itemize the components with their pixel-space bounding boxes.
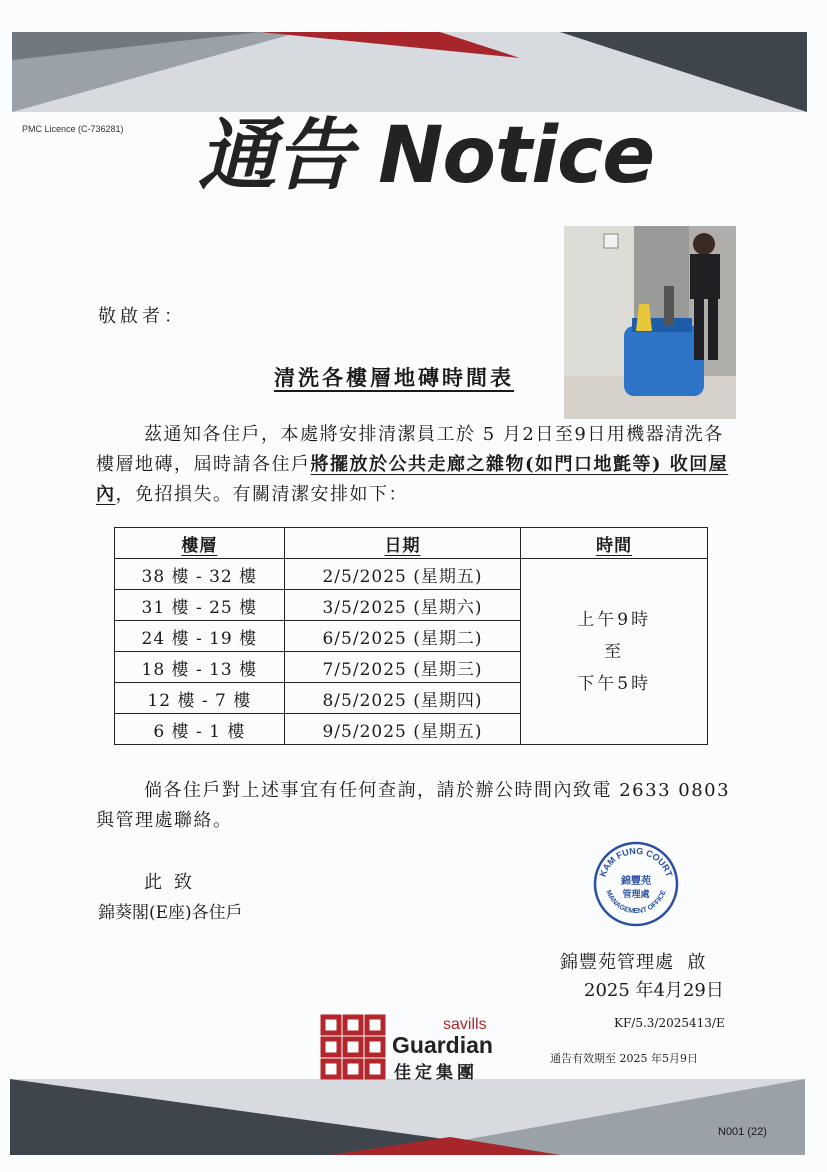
intro-end-text: ，免招損失。有關清潔安排如下： [115, 484, 408, 505]
greeting: 敬啟者： [98, 306, 186, 327]
floor-scrubber-photo [564, 226, 736, 419]
stamp-top-text: KAM FUNG COURT [597, 845, 675, 879]
validity-note: 通告有效期至 2025 年5月9日 [550, 1052, 698, 1065]
date-cell: 9/5/2025 (星期五) [284, 714, 521, 745]
intro-bold-text: 將擺放於公共走廊之雜物(如門口地氈等) 收回屋內 [96, 454, 729, 505]
floor-cell: 12 樓 - 7 樓 [115, 683, 285, 714]
cleaning-schedule-table [114, 527, 708, 745]
table-row [115, 559, 708, 590]
time-header: 時間 [521, 528, 708, 559]
addressee: 錦葵閣(E座)各住戶 [98, 903, 243, 923]
top-decorative-band [0, 0, 827, 120]
svg-text:KAM FUNG COURT [598, 846, 675, 879]
brand-chinese: 佳定集團 [394, 1063, 478, 1083]
notice-title: 通告 Notice [198, 111, 655, 201]
intro-paragraph [96, 420, 741, 510]
date-cell: 8/5/2025 (星期四) [284, 683, 521, 714]
date-cell: 3/5/2025 (星期六) [284, 590, 521, 621]
table-header-row [115, 528, 708, 559]
date-header: 日期 [284, 528, 521, 559]
date-cell: 7/5/2025 (星期三) [284, 652, 521, 683]
time-to-word: 至 [604, 641, 625, 662]
management-office-stamp [592, 840, 680, 928]
time-from: 上午9時 [577, 609, 652, 630]
time-cell [521, 559, 708, 745]
time-to: 下午5時 [577, 673, 652, 694]
brand-savills: savills [443, 1016, 487, 1033]
stamp-middle-line2: 管理處 [622, 890, 650, 900]
notice-date: 2025 年4月29日 [584, 980, 724, 1001]
signer: 錦豐苑管理處 啟 [560, 952, 707, 973]
floor-cell: 18 樓 - 13 樓 [115, 652, 285, 683]
bottom-decorative-band [0, 1075, 827, 1157]
date-cell: 6/5/2025 (星期二) [284, 621, 521, 652]
notice-subtitle: 清洗各樓層地磚時間表 [274, 365, 514, 390]
enquiry-paragraph: 倘各住戶對上述事宜有任何查詢，請於辦公時間內致電 2633 0803 與管理處聯絡。 [96, 780, 731, 831]
floor-cell: 6 樓 - 1 樓 [115, 714, 285, 745]
guardian-grid-logo [320, 1014, 386, 1080]
intro-text: 茲通知各住戶，本處將安排清潔員工於 5 月2日至9日用機器清洗各樓層地磚，屆時請各住戶 [96, 424, 724, 475]
floor-cell: 38 樓 - 32 樓 [115, 559, 285, 590]
floor-header: 樓層 [115, 528, 285, 559]
brand-guardian: Guardian [392, 1032, 493, 1058]
stamp-middle-line1: 錦豐苑 [621, 876, 651, 887]
floor-cell: 24 樓 - 19 樓 [115, 621, 285, 652]
licence-number: PMC Licence (C-736281) [22, 124, 124, 134]
stamp-bottom-text: MANAGEMENT OFFICE [604, 889, 668, 916]
floor-cell: 31 樓 - 25 樓 [115, 590, 285, 621]
footer-code: N001 (22) [718, 1126, 767, 1138]
date-cell: 2/5/2025 (星期五) [284, 559, 521, 590]
reference-number: KF/5.3/2025413/E [614, 1016, 725, 1030]
closing-word: 此致 [144, 872, 204, 893]
